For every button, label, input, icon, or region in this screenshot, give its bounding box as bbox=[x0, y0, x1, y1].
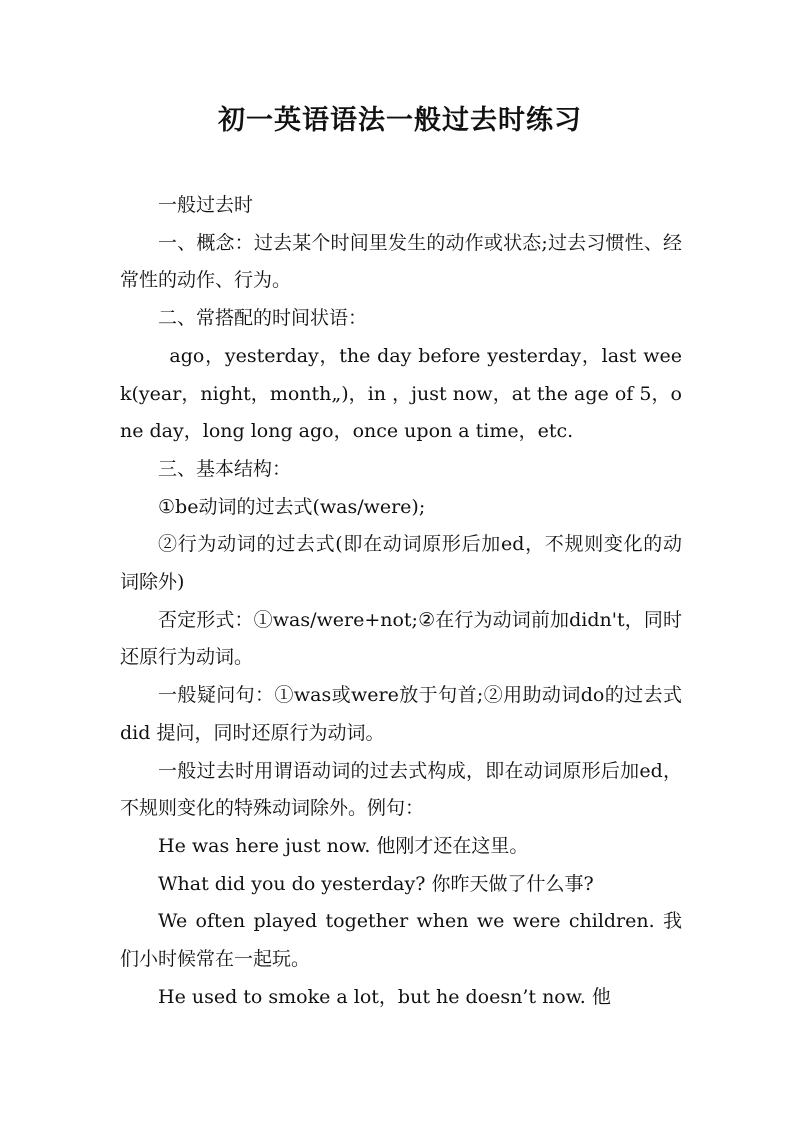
example-sentence: He was here just now. 他刚才还在这里。 bbox=[158, 834, 529, 857]
page-title: 初一英语语法一般过去时练习 bbox=[218, 105, 582, 136]
paragraph-time-adverbials-heading: 二、常搭配的时间状语： bbox=[158, 307, 368, 330]
paragraph-section-heading: 一般过去时 bbox=[158, 194, 254, 216]
example-sentence: What did you do yesterday? 你昨天做了什么事? bbox=[158, 872, 594, 895]
paragraph-question-form: 一般疑问句：①was或were放于句首;②用助动词do的过去式did 提问，同时还原行为动词。 bbox=[120, 684, 682, 744]
paragraph-structure-be: ①be动词的过去式(was/were); bbox=[158, 495, 426, 518]
paragraph-concept: 一、概念：过去某个时间里发生的动作或状态;过去习惯性、经常性的动作、行为。 bbox=[120, 231, 682, 292]
paragraph-negative-form: 否定形式：①was/were+not;②在行为动词前加didn't，同时还原行为动词。 bbox=[120, 608, 682, 669]
example-sentence: We often played together when we were children. 我们小时候常在一起玩。 bbox=[120, 910, 682, 971]
document-body bbox=[120, 187, 682, 1016]
paragraph-structure-verb: ②行为动词的过去式(即在动词原形后加ed，不规则变化的动词除外) bbox=[120, 533, 682, 594]
paragraph-structure-heading: 三、基本结构： bbox=[158, 457, 292, 480]
paragraph-time-adverbials: ago，yesterday，the day before yesterday，last week(year，night，month„)，in ，just now，at the age of 5，one day，long long ago，once upon a time，etc. bbox=[120, 344, 682, 443]
example-sentence: He used to smoke a lot，but he doesn’t now. 他 bbox=[158, 985, 611, 1008]
paragraph-formation: 一般过去时用谓语动词的过去式构成，即在动词原形后加ed，不规则变化的特殊动词除外。例句： bbox=[120, 759, 682, 820]
